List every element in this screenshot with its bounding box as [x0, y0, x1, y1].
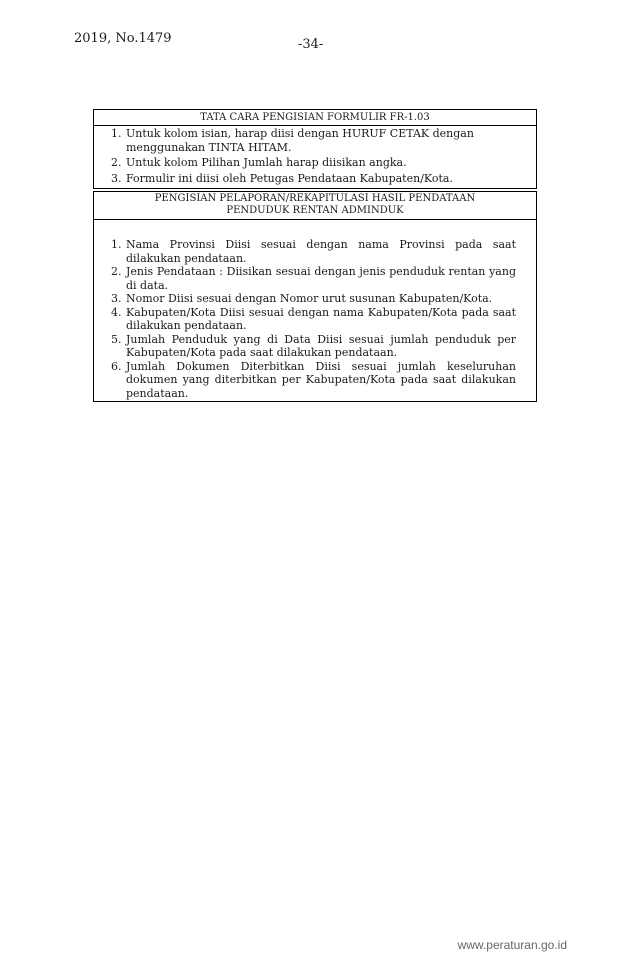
list-item [111, 332, 516, 360]
instructions-title: TATA CARA PENGISIAN FORMULIR FR-1.03 [94, 110, 536, 126]
page-number: -34- [298, 37, 324, 52]
list-item [111, 171, 518, 186]
instructions-list [94, 126, 536, 188]
reporting-box [93, 191, 537, 402]
list-item [111, 359, 516, 401]
item-text: Kabupaten/Kota Diisi sesuai dengan nama Kabupaten/Kota pada saat dilakukan pendataan. [126, 305, 516, 332]
instructions-box [93, 109, 537, 189]
list-item [111, 265, 516, 292]
item-text: Jumlah Penduduk yang di Data Diisi sesuai jumlah penduduk per Kabupaten/Kota pada saat dilakukan pendataan. [126, 332, 516, 359]
list-item [111, 238, 516, 265]
list-item [111, 292, 516, 306]
item-text: Nomor Diisi sesuai dengan Nomor urut susunan Kabupaten/Kota. [126, 292, 493, 305]
document-number: 2019, No.1479 [74, 31, 172, 46]
list-item [111, 127, 518, 154]
item-number: 3. [111, 171, 122, 185]
item-text: Untuk kolom Pilihan Jumlah harap diisikan angka. [126, 156, 407, 169]
reporting-title: PENGISIAN PELAPORAN/REKAPITULASI HASIL PENDATAAN PENDUDUK RENTAN ADMINDUK [94, 192, 536, 220]
item-text: Nama Provinsi Diisi sesuai dengan nama Provinsi pada saat dilakukan pendataan. [126, 238, 516, 265]
item-number: 5. [111, 332, 122, 346]
list-item [111, 156, 518, 170]
list-item [111, 305, 516, 333]
item-number: 1. [111, 127, 122, 140]
item-number: 1. [111, 238, 122, 251]
item-text: Untuk kolom isian, harap diisi dengan HURUF CETAK dengan menggunakan TINTA HITAM. [126, 127, 474, 154]
item-number: 3. [111, 292, 122, 305]
item-number: 2. [111, 265, 122, 278]
reporting-list [94, 220, 536, 401]
watermark-link[interactable]: www.peraturan.go.id [457, 938, 567, 952]
item-number: 2. [111, 156, 122, 169]
item-number: 6. [111, 359, 122, 373]
item-text: Jenis Pendataan : Diisikan sesuai dengan jenis penduduk rentan yang di data. [126, 265, 516, 292]
item-text: Formulir ini diisi oleh Petugas Pendataan Kabupaten/Kota. [126, 171, 453, 185]
item-text: Jumlah Dokumen Diterbitkan Diisi sesuai jumlah keseluruhan dokumen yang diterbitkan per Kabupaten/Kota pada saat dilakukan pendataan. [126, 359, 516, 400]
item-number: 4. [111, 305, 122, 319]
